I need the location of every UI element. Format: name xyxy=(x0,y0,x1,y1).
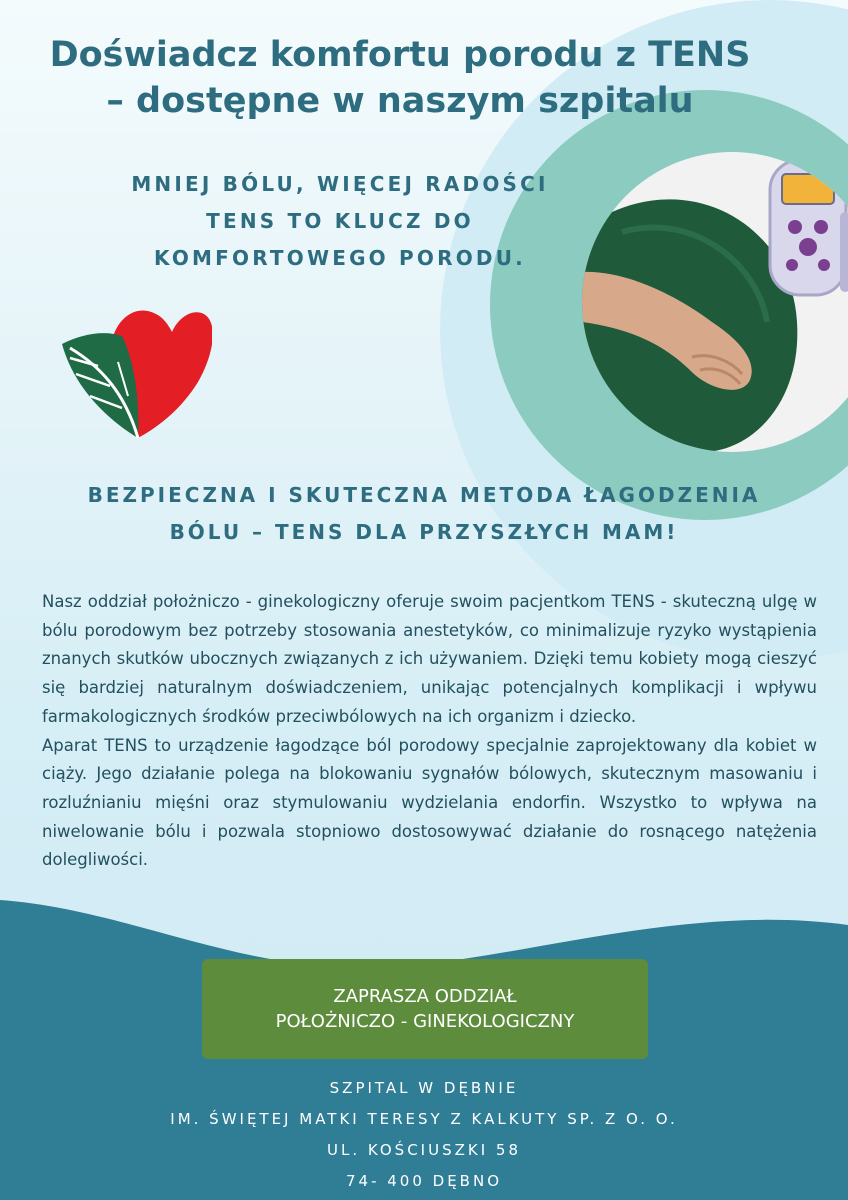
subheading-line: BEZPIECZNA I SKUTECZNA METODA ŁAGODZENIA xyxy=(87,483,761,507)
tagline-line: KOMFORTOWEGO PORODU. xyxy=(154,246,526,270)
subheading-line: BÓLU – TENS DLA PRZYSZŁYCH MAM! xyxy=(169,520,679,544)
address-line: SZPITAL W DĘBNIE xyxy=(329,1079,519,1097)
tagline xyxy=(60,166,620,277)
invitation-line-1: ZAPRASZA ODDZIAŁ xyxy=(333,986,517,1007)
page-title xyxy=(0,32,800,124)
invitation-box xyxy=(202,959,648,1059)
title-line-2: – dostępne w naszym szpitalu xyxy=(106,81,694,121)
body-text xyxy=(42,588,817,875)
body-paragraph-1: Nasz oddział położniczo - ginekologiczny oferuje swoim pacjentkom TENS - skuteczną ulgę w bólu porodowym bez potrzeby stosowania anestetyków, co minimalizuje ryzyko wystąpienia znanych skutków ubocznych związanych z ich używaniem. Dzięki temu kobiety mogą cieszyć się bardziej naturalnym doświadczeniem, unikając potencjalnych komplikacji i wpływu farmakologicznych środków przeciwbólowych na ich organizm i dziecko. xyxy=(42,592,817,726)
invitation-line-2: POŁOŻNICZO - GINEKOLOGICZNY xyxy=(275,1011,575,1032)
tagline-line: TENS TO KLUCZ DO xyxy=(206,209,474,233)
subheading xyxy=(30,477,818,551)
tagline-line: MNIEJ BÓLU, WIĘCEJ RADOŚCI xyxy=(131,172,549,196)
address-line: IM. ŚWIĘTEJ MATKI TERESY Z KALKUTY SP. Z O. O. xyxy=(170,1110,678,1128)
address-line: 74- 400 DĘBNO xyxy=(345,1172,502,1190)
hospital-address xyxy=(0,1073,848,1197)
title-line-1: Doświadcz komfortu porodu z TENS xyxy=(49,35,751,75)
heart-leaf-logo-icon xyxy=(52,300,212,445)
address-line: UL. KOŚCIUSZKI 58 xyxy=(326,1141,521,1159)
body-paragraph-2: Aparat TENS to urządzenie łagodzące ból porodowy specjalnie zaprojektowany dla kobiet w ciąży. Jego działanie polega na blokowaniu sygnałów bólowych, skutecznym masowaniu i rozluźnianiu mięśni oraz stymulowaniu wydzielania endorfin. Wszystko to wpływa na niwelowanie bólu i pozwala stopniowo dostosowywać działanie do rosnącego natężenia dolegliwości. xyxy=(42,735,817,870)
